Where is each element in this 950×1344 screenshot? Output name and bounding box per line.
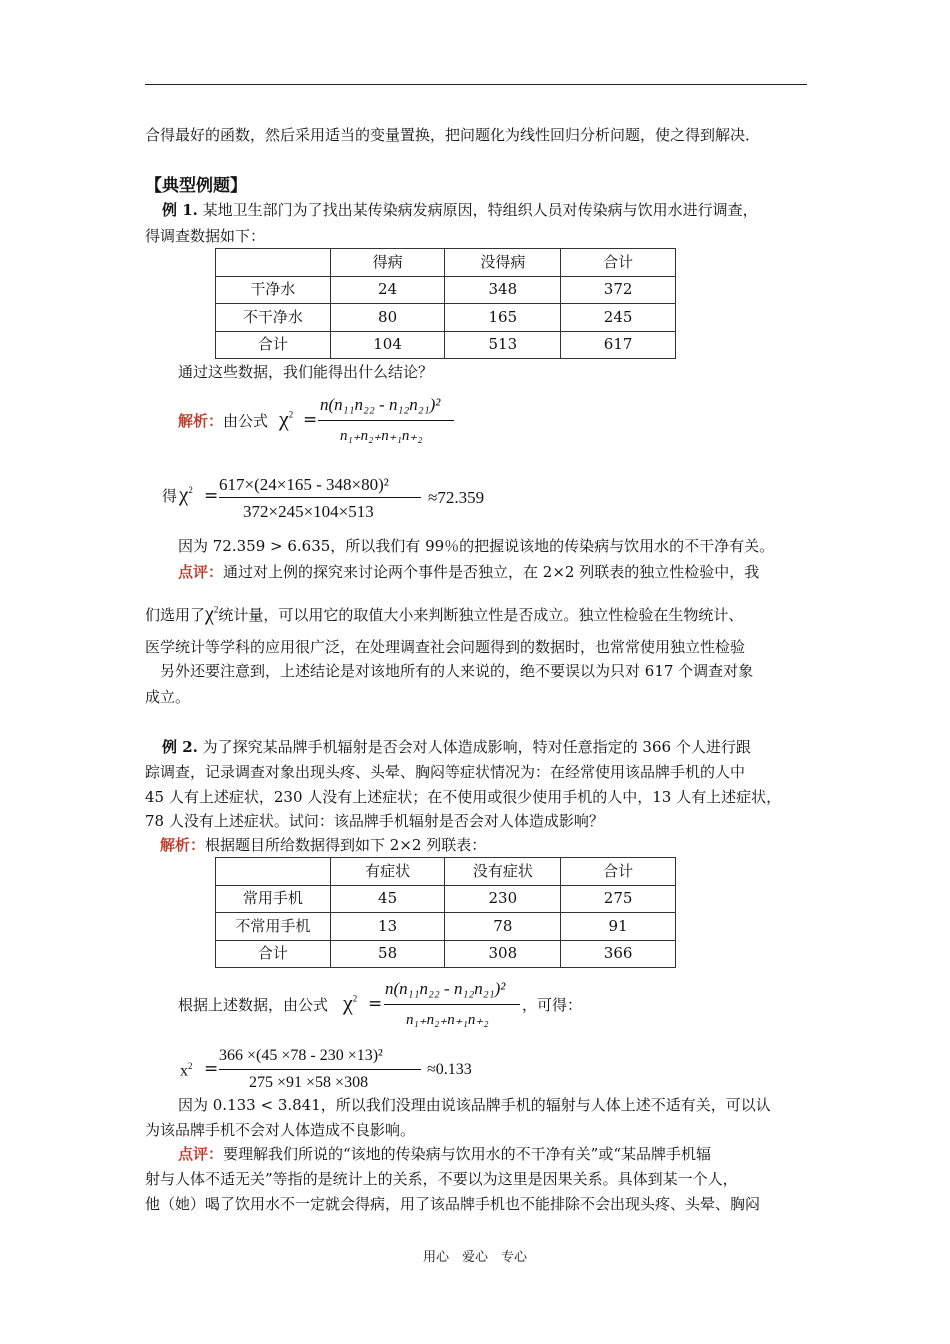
example2-comment-line1: 点评：要理解我们所说的“该地的传染病与饮用水的不干净有关”或“某品牌手机辐 — [178, 1145, 712, 1163]
chi-symbol: $\chi^2$ — [179, 482, 193, 506]
formula-denominator: n₁₊n₂₊n₊₁n₊₂ — [406, 1012, 489, 1028]
example2-conclusion-line1: 因为 0.133 < 3.841，所以我们没理由说该品牌手机的辐射与人体上述不适有关，可以认 — [178, 1096, 771, 1114]
example1-line2: 得调查数据如下： — [145, 227, 266, 245]
table-row — [216, 276, 676, 304]
table-cell: 366 — [561, 940, 676, 968]
example2-line4: 78 人没有上述症状。试问：该品牌手机辐射是否会对人体造成影响？ — [145, 812, 604, 830]
table-row — [216, 331, 676, 359]
calc-denominator: 372×245×104×513 — [243, 502, 374, 521]
page-footer: 用心 爱心 专心 — [422, 1250, 527, 1265]
table-header: 得病 — [330, 249, 445, 277]
fraction-line — [219, 497, 421, 498]
table-header: 没得病 — [445, 249, 561, 277]
table-row — [216, 913, 676, 941]
example1-comment-line4: 另外还要注意到，上述结论是对该地所有的人来说的，绝不要误以为只对 617 个调查对象 — [160, 662, 754, 680]
table-cell: 104 — [330, 331, 445, 359]
header-rule — [145, 84, 807, 85]
example1-question: 通过这些数据，我们能得出什么结论？ — [178, 363, 434, 381]
example2-formula-intro: 根据上述数据，由公式 — [178, 996, 329, 1014]
table-cell: 617 — [561, 331, 676, 359]
equals-sign: = — [204, 1059, 219, 1079]
table-header: 有症状 — [330, 858, 445, 886]
table-header: 合计 — [561, 249, 676, 277]
comment-label: 点评： — [178, 1145, 224, 1163]
table-cell: 不常用手机 — [216, 913, 331, 941]
table-cell: 372 — [561, 276, 676, 304]
table-row — [216, 885, 676, 913]
example1-line1 — [162, 203, 758, 218]
table-row — [216, 940, 676, 968]
example2-label: 例 2. — [162, 738, 198, 756]
table-cell: 干净水 — [216, 276, 331, 304]
equals-sign: = — [204, 486, 219, 506]
table-row — [216, 304, 676, 332]
table-cell: 13 — [330, 913, 445, 941]
example1-de: 得 — [162, 487, 178, 505]
table-header: 合计 — [561, 858, 676, 886]
example1-comment-line5: 成立。 — [145, 688, 191, 706]
chi-symbol: $\chi^2$ — [343, 990, 358, 1015]
example1-text1: 某地卫生部门为了找出某传染病发病原因，特组织人员对传染病与饮用水进行调查， — [197, 201, 758, 219]
intro-line: 合得最好的函数，然后采用适当的变量置换，把问题化为线性回归分析问题，使之得到解决． — [145, 126, 761, 144]
example1-conclusion: 因为 72.359 > 6.635，所以我们有 99％的把握说该地的传染病与饮用水的不干净有关。 — [178, 537, 775, 555]
fraction-line — [384, 1004, 520, 1005]
table-cell: 58 — [330, 940, 445, 968]
example2-table — [215, 857, 676, 968]
table-cell: 513 — [445, 331, 561, 359]
table-cell: 230 — [445, 885, 561, 913]
analysis-label: 解析： — [178, 412, 224, 430]
equals-sign: = — [303, 410, 318, 430]
analysis-label: 解析： — [160, 836, 206, 854]
table-cell: 165 — [445, 304, 561, 332]
calc-numerator: 617×(24×165 - 348×80)² — [219, 475, 389, 494]
table-row — [216, 858, 676, 886]
fraction-line — [219, 1069, 421, 1070]
table-cell: 78 — [445, 913, 561, 941]
table-cell: 合计 — [216, 940, 331, 968]
example2-comment-line2: 射与人体不适无关”等指的是统计上的关系，不要以为这里是因果关系。具体到某一个人， — [145, 1170, 738, 1188]
table-cell: 308 — [445, 940, 561, 968]
fraction-line — [318, 420, 454, 421]
example1-analysis — [178, 414, 268, 429]
example1-label: 例 1. — [162, 201, 198, 219]
formula-tail: ，可得： — [522, 996, 583, 1014]
example1-comment-line3: 医学统计等学科的应用很广泛，在处理调查社会问题得到的数据时，也常常使用独立性检验 — [145, 638, 746, 656]
calc-numerator: 366 ×(45 ×78 - 230 ×13)² — [219, 1047, 383, 1064]
table-cell: 24 — [330, 276, 445, 304]
table-cell: 91 — [561, 913, 676, 941]
formula-denominator: n₁₊n₂₊n₊₁n₊₂ — [340, 428, 423, 444]
table-cell: 348 — [445, 276, 561, 304]
table-header: 没有症状 — [445, 858, 561, 886]
calc-denominator: 275 ×91 ×58 ×308 — [249, 1074, 369, 1091]
table-cell: 45 — [330, 885, 445, 913]
example2-conclusion-line2: 为该品牌手机不会对人体造成不良影响。 — [145, 1121, 416, 1139]
example2-line1: 例 2. 为了探究某品牌手机辐射是否会对人体造成影响，特对任意指定的 366 个人进行跟 — [162, 738, 751, 756]
formula-numerator: n(n₁₁n₂₂ - n₁₂n₂₁)² — [385, 979, 506, 998]
table-cell: 常用手机 — [216, 885, 331, 913]
example1-comment-line2: 们选用了$\chi^2$统计量，可以用它的取值大小来判断独立性是否成立。独立性检验在生物统计、 — [145, 603, 744, 625]
comment-label: 点评： — [178, 563, 224, 581]
table-cell — [216, 249, 331, 277]
formula-numerator: n(n₁₁n₂₂ - n₁₂n₂₁)² — [320, 395, 441, 414]
table-cell: 80 — [330, 304, 445, 332]
x-symbol: $x^2$ — [180, 1061, 193, 1080]
equals-sign: = — [368, 994, 383, 1014]
calc-result: ≈72.359 — [428, 488, 485, 507]
example2-line3: 45 人有上述症状，230 人没有上述症状；在不使用或很少使用手机的人中，13 人有上述症状， — [145, 788, 782, 806]
example2-comment-line3: 他（她）喝了饮用水不一定就会得病，用了该品牌手机也不能排除不会出现头疼、头晕、胸闷 — [145, 1195, 761, 1213]
analysis-text: 由公式 — [223, 412, 269, 430]
table-cell: 不干净水 — [216, 304, 331, 332]
section-heading: 【典型例题】 — [145, 176, 247, 196]
chi-symbol: $\chi^2$ — [279, 406, 294, 431]
table-cell: 合计 — [216, 331, 331, 359]
calc-result: ≈0.133 — [427, 1061, 472, 1078]
table-cell: 275 — [561, 885, 676, 913]
table-cell — [216, 858, 331, 886]
example1-table — [215, 248, 676, 359]
table-row — [216, 249, 676, 277]
example2-line2: 踪调查，记录调查对象出现头疼、头晕、胸闷等症状情况为：在经常使用该品牌手机的人中 — [145, 763, 746, 781]
table-cell: 245 — [561, 304, 676, 332]
example1-comment-line1: 点评：通过对上例的探究来讨论两个事件是否独立，在 2×2 列联表的独立性检验中，我 — [178, 563, 760, 581]
example2-analysis: 解析：根据题目所给数据得到如下 2×2 列联表： — [160, 836, 487, 854]
